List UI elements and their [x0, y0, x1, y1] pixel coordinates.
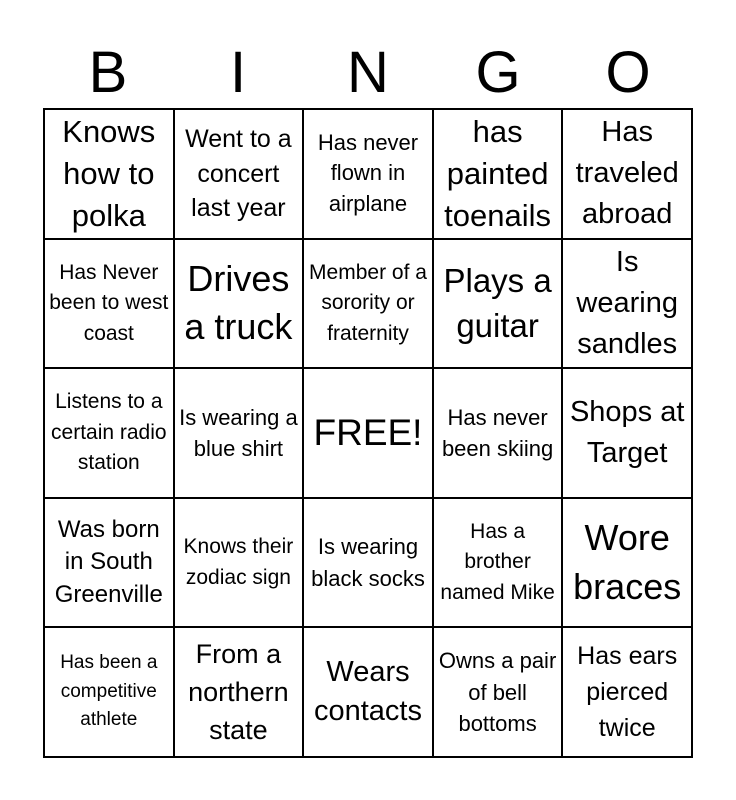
- bingo-cell[interactable]: [303, 239, 433, 369]
- bingo-cell-text: Knows their zodiac sign: [183, 535, 294, 589]
- bingo-cell[interactable]: [174, 109, 304, 239]
- bingo-cell-text: Has ears pierced twice: [577, 641, 678, 743]
- bingo-cell-text: Is wearing sandles: [576, 245, 678, 360]
- bingo-cell[interactable]: [433, 109, 563, 239]
- bingo-cell[interactable]: [562, 109, 692, 239]
- bingo-cell-text: Has never flown in airplane: [317, 129, 419, 217]
- bingo-cell-text: Has traveled abroad: [575, 116, 679, 231]
- bingo-cell[interactable]: [433, 368, 563, 498]
- header-letter-g: G: [475, 40, 521, 105]
- bingo-cell[interactable]: [44, 109, 174, 239]
- bingo-cell[interactable]: [303, 498, 433, 628]
- bingo-cell[interactable]: [562, 368, 692, 498]
- header-letter-n: N: [347, 40, 389, 105]
- bingo-cell[interactable]: [562, 627, 692, 757]
- bingo-cell[interactable]: [433, 627, 563, 757]
- bingo-cell-text: Owns a pair of bell bottoms: [438, 648, 557, 736]
- header-letter-b: B: [88, 40, 128, 105]
- bingo-header: [43, 38, 693, 108]
- bingo-cell-text: Member of a sorority or fraternity: [309, 260, 427, 345]
- bingo-cell-text: Has Never been to west coast: [49, 260, 169, 345]
- header-letter-i: I: [229, 40, 247, 105]
- bingo-cell-text: Shops at Target: [569, 395, 685, 469]
- bingo-cell-text: Is wearing black socks: [311, 534, 425, 591]
- bingo-cell-text: Has a brother named Mike: [440, 519, 555, 604]
- header-letter-o: O: [605, 40, 651, 105]
- bingo-cell-text: Drives a truck: [184, 257, 293, 348]
- bingo-cell[interactable]: [303, 627, 433, 757]
- bingo-cell-text: Knows how to polka: [62, 114, 156, 233]
- bingo-cell-text: Has been a competitive athlete: [60, 652, 158, 731]
- bingo-cell[interactable]: [44, 368, 174, 498]
- bingo-cell-text: Wears contacts: [313, 656, 422, 728]
- bingo-cell[interactable]: [44, 239, 174, 369]
- bingo-cell-text: Wore braces: [573, 517, 682, 607]
- bingo-cell[interactable]: [303, 109, 433, 239]
- bingo-cell[interactable]: [562, 498, 692, 628]
- bingo-cell-text: Has never been skiing: [441, 404, 554, 461]
- bingo-cell[interactable]: [174, 368, 304, 498]
- bingo-cell-text: Went to a concert last year: [185, 125, 292, 223]
- bingo-cell[interactable]: [562, 239, 692, 369]
- bingo-cell[interactable]: [174, 498, 304, 628]
- bingo-cell[interactable]: [174, 627, 304, 757]
- bingo-cell-text: FREE!: [313, 411, 423, 453]
- bingo-cell-text: Is wearing a blue shirt: [179, 404, 298, 461]
- bingo-cell-text: Plays a guitar: [443, 261, 552, 345]
- bingo-cell-text: Was born in South Greenville: [54, 516, 163, 608]
- bingo-cell-text: Listens to a certain radio station: [51, 390, 167, 475]
- bingo-cell[interactable]: [44, 627, 174, 757]
- free-space-cell[interactable]: [303, 368, 433, 498]
- bingo-cell[interactable]: [44, 498, 174, 628]
- bingo-cell-text: has painted toenails: [444, 114, 552, 233]
- bingo-cell-text: From a northern state: [188, 638, 289, 746]
- bingo-cell[interactable]: [174, 239, 304, 369]
- bingo-board: [43, 108, 693, 758]
- bingo-cell[interactable]: [433, 239, 563, 369]
- bingo-cell[interactable]: [433, 498, 563, 628]
